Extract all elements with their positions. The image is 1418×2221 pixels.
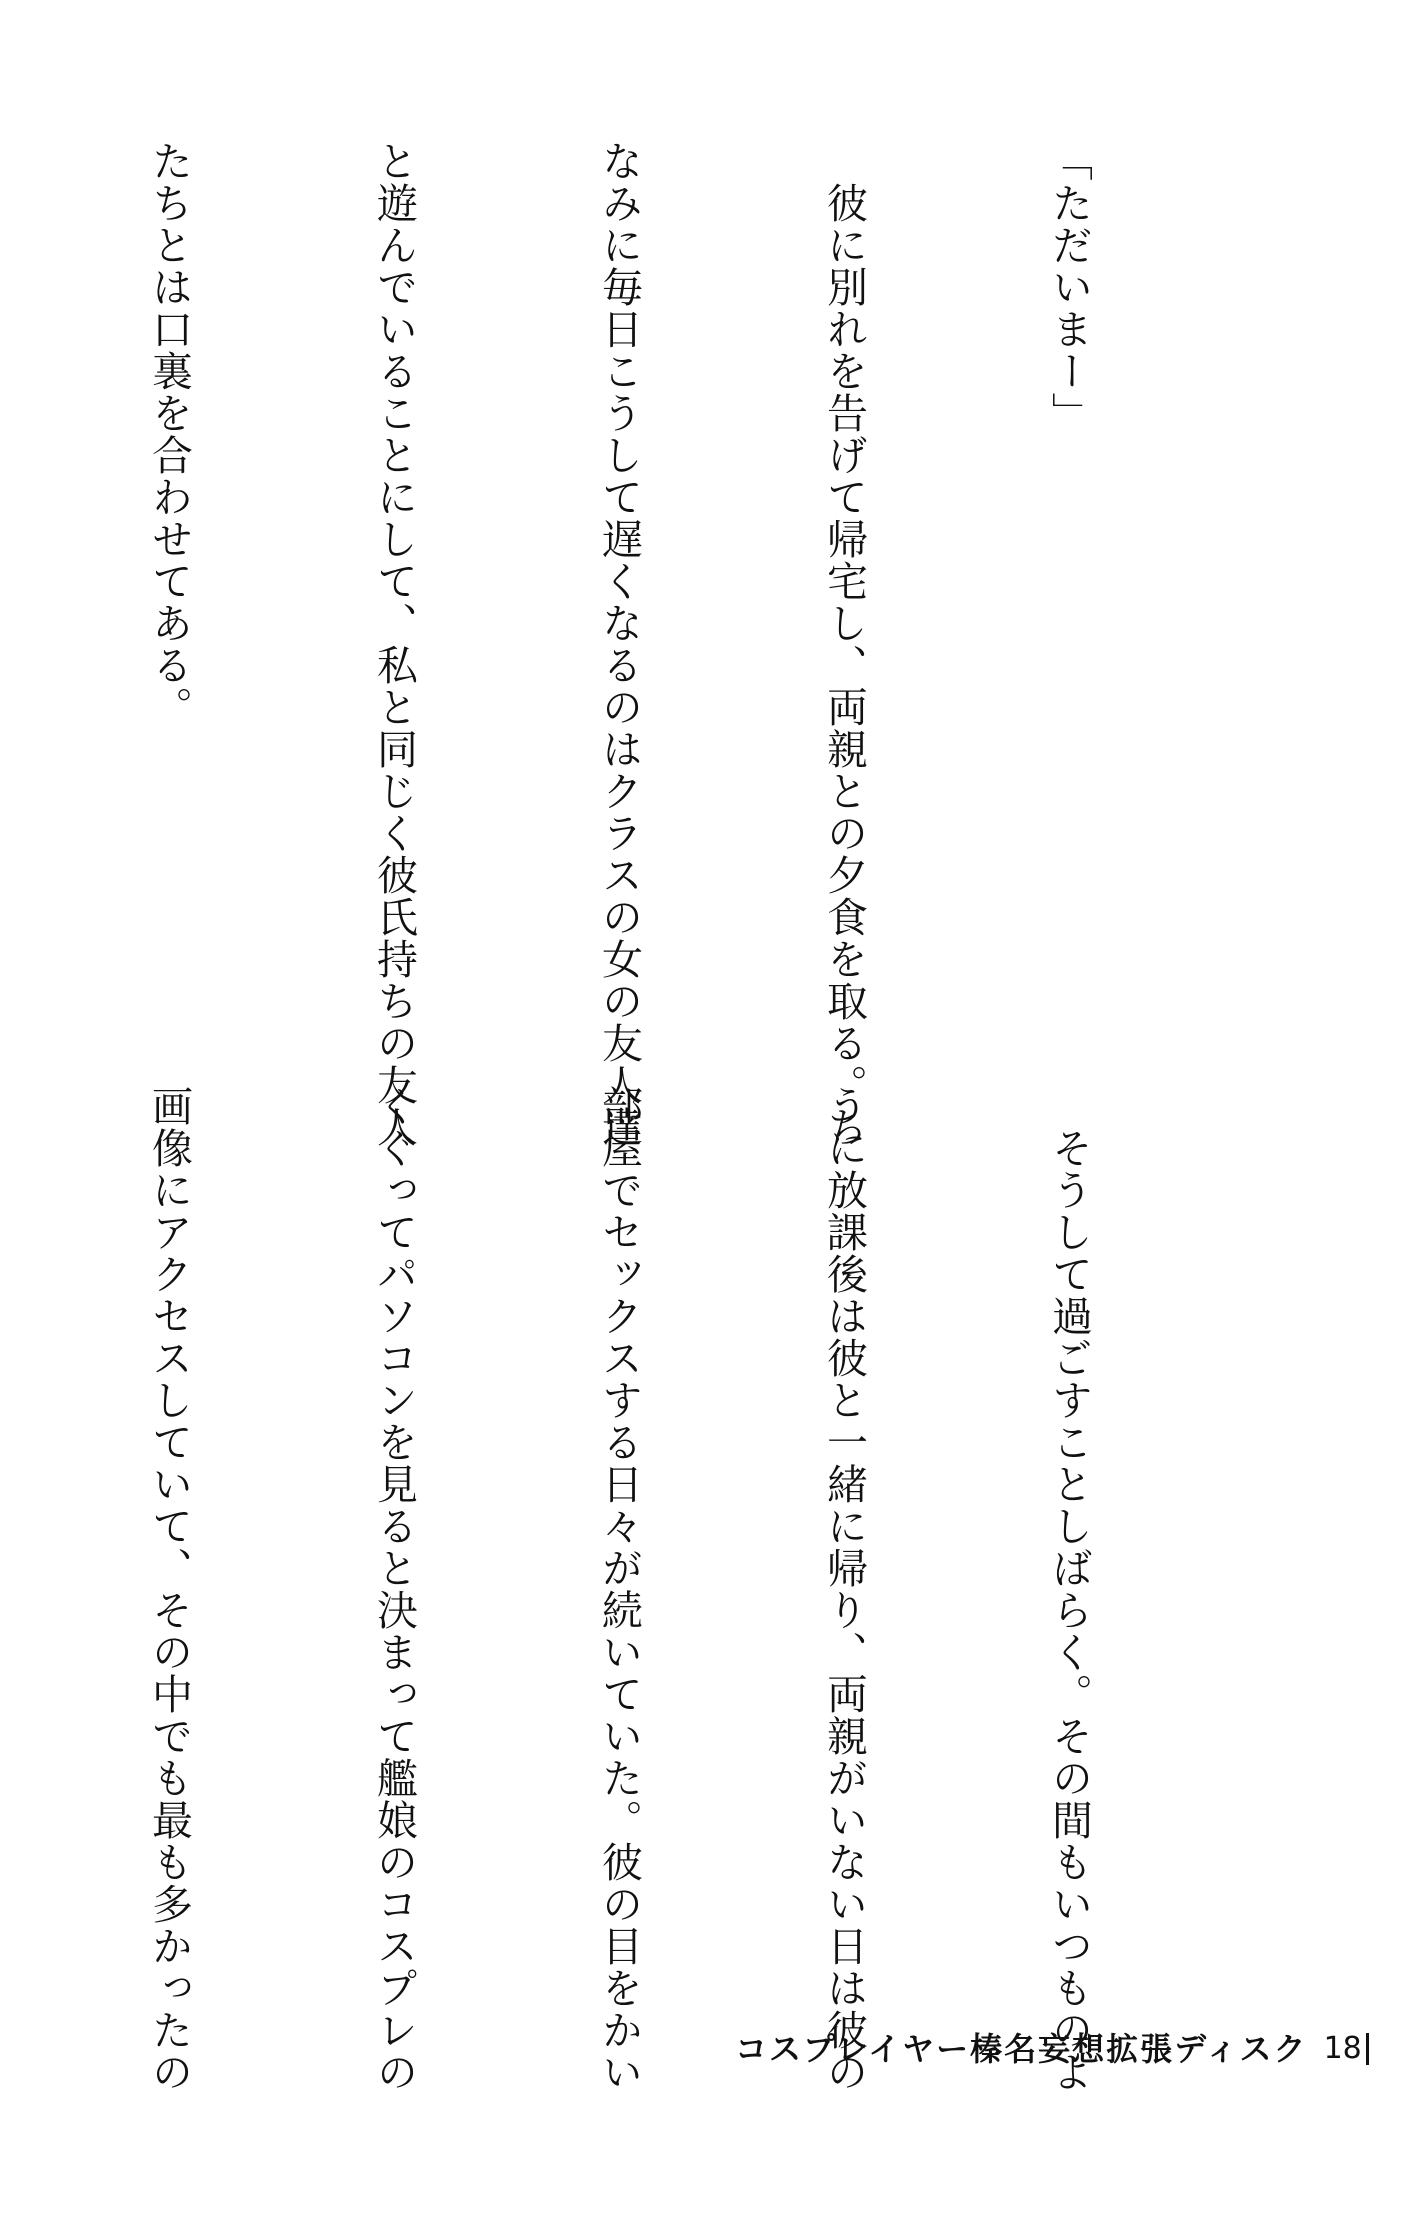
text-line: 彼に別れを告げて帰宅し、両親との夕食を取る。ち: [820, 140, 868, 1148]
text-line: うに放課後は彼と一緒に帰り、両親がいない日は彼の: [820, 1085, 868, 2093]
text-line: 「ただいまー」: [1045, 140, 1093, 434]
text-line: 画像にアクセスしていて、その中でも最も多かったの: [145, 1085, 193, 2093]
page-footer: [735, 2009, 1415, 2069]
text-block-top: [145, 140, 1256, 1148]
page-number: 18: [1323, 2031, 1362, 2066]
text-line: たちとは口裏を合わせてある。: [145, 140, 193, 728]
book-title: コスプレイヤー榛名妄想拡張ディスク: [735, 2030, 1308, 2068]
page-number-bar: [1366, 2033, 1369, 2065]
text-line: と遊んでいることにして、私と同じく彼氏持ちの友人: [370, 140, 418, 1148]
text-line: そうして過ごすことしばらく。その間もいつものよ: [1045, 1085, 1093, 2093]
text-line: 部屋でセックスする日々が続いていた。彼の目をかい: [595, 1085, 643, 2093]
text-line: くぐってパソコンを見ると決まって艦娘のコスプレの: [370, 1085, 418, 2093]
text-line: なみに毎日こうして遅くなるのはクラスの女の友人達: [595, 140, 643, 1148]
